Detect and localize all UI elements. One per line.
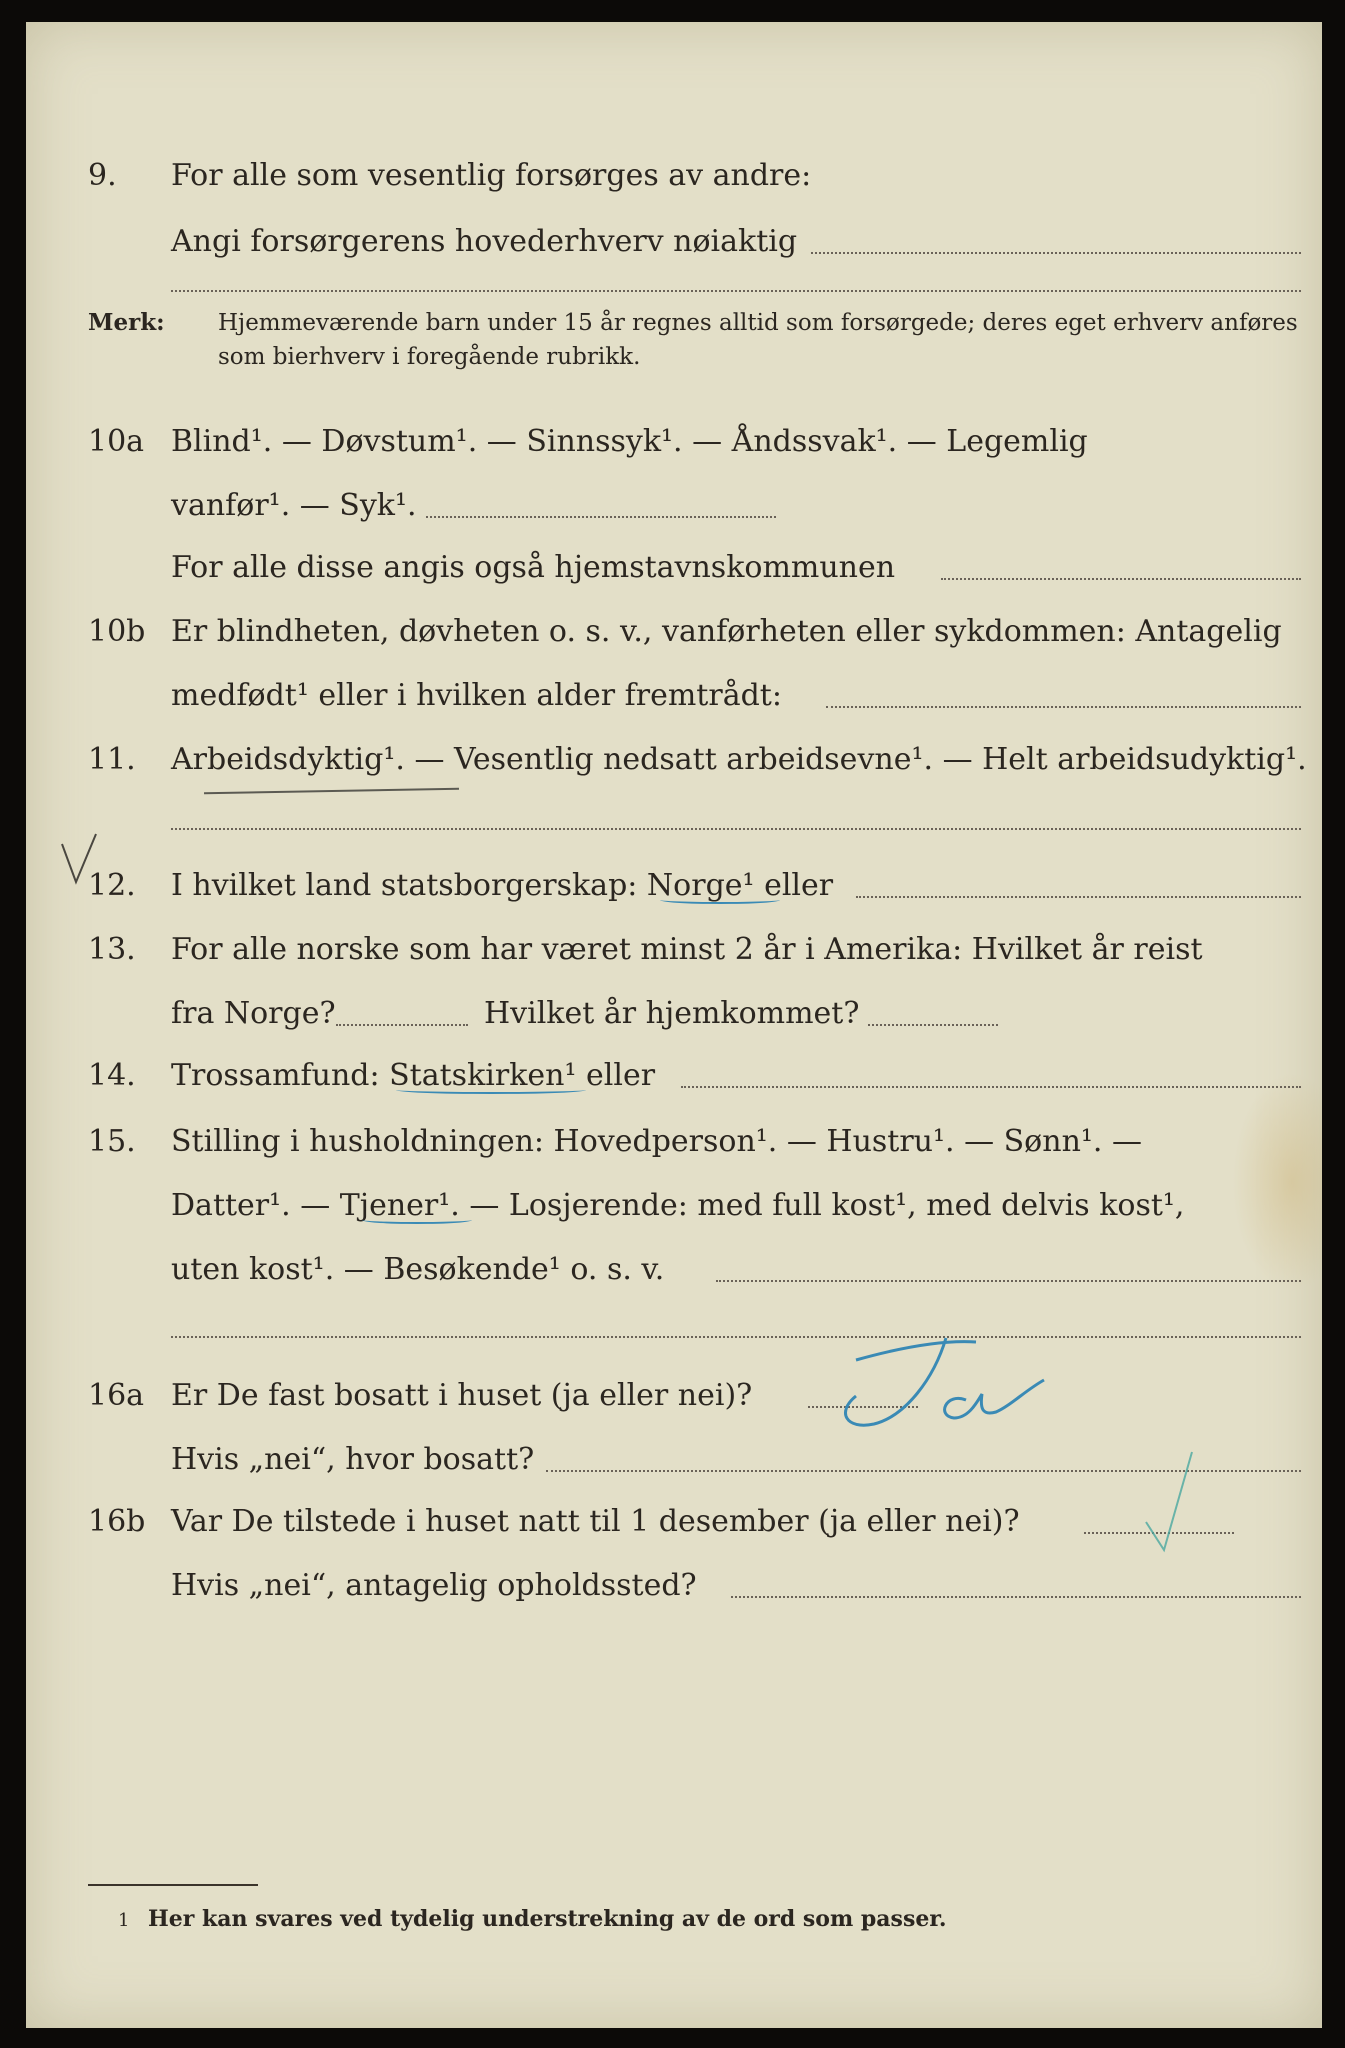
merk-label: Merk: [88,309,165,336]
q9-row [26,152,1322,200]
q15-line2-row [26,1182,1322,1230]
q16b-number: 16b [88,1504,146,1539]
q16a-where-label: Hvis „nei“, hvor bosatt? [171,1442,535,1477]
census-form-page [26,22,1322,2028]
q13-departure-label: fra Norge? [171,996,336,1031]
q16a-where-field[interactable] [546,1470,1301,1472]
q12-answer-field[interactable] [856,896,1301,898]
q13-number: 13. [88,932,136,967]
q16b-row [26,1498,1322,1546]
q15-row [26,1118,1322,1166]
q9-answer-field-2[interactable] [171,290,1301,292]
q16a-row [26,1372,1322,1420]
q15-underline-tjener [362,1216,472,1224]
q11-answer-field[interactable] [171,828,1301,830]
q15-line3-row [26,1246,1322,1294]
q10b-question: Er blindheten, døvheten o. s. v., vanførheten eller sykdommen: Antagelig [171,614,1282,649]
q13-departure-field[interactable] [336,1024,468,1026]
q10b-row [26,608,1322,656]
q10b-number: 10b [88,614,146,649]
q14-number: 14. [88,1058,136,1093]
q15-options-3: uten kost¹. — Besøkende¹ o. s. v. [171,1252,665,1287]
q16b-whereabouts-label: Hvis „nei“, antagelig opholdssted? [171,1568,697,1603]
footnote-rule [88,1884,258,1886]
q10a-home-municipality-label: For alle disse angis også hjemstavnskommunen [171,550,896,585]
q15-question: Stilling i husholdningen: Hovedperson¹. — Hustru¹. — Sønn¹. — [171,1124,1142,1159]
q15-number: 15. [88,1124,136,1159]
q16b-line2-row [26,1562,1322,1610]
q10a-options: Blind¹. — Døvstum¹. — Sinnssyk¹. — Åndssvak¹. — Legemlig [171,424,1088,459]
q14-answer-field[interactable] [681,1086,1301,1088]
q16b-question: Var De tilstede i huset natt til 1 desember (ja eller nei)? [171,1504,1020,1539]
q13-line2-row [26,990,1322,1038]
q15-answer-field-2[interactable] [171,1336,1301,1338]
q16b-whereabouts-field[interactable] [731,1596,1301,1598]
q16b-answer-field[interactable] [1084,1532,1234,1534]
q14-underline-statskirken [396,1086,586,1094]
footnote-number: 1 [118,1910,130,1931]
q13-question: For alle norske som har været minst 2 år i Amerika: Hvilket år reist [171,932,1203,967]
q10b-question-2: medfødt¹ eller i hvilken alder fremtrådt: [171,678,782,713]
q12-number: 12. [88,868,136,903]
q16a-number: 16a [88,1378,145,1413]
q13-return-label: Hvilket år hjemkommet? [484,996,860,1031]
q10a-answer-field[interactable] [426,516,776,518]
footnote-text: Her kan svares ved tydelig understrekning av de ord som passer. [148,1906,947,1932]
q11-row [26,736,1322,784]
q9-line2-row [26,218,1322,266]
q10a-options-2: vanfør¹. — Syk¹. [171,488,417,523]
q16a-line2-row [26,1436,1322,1484]
q15-options-2: Datter¹. — Tjener¹. — Losjerende: med full kost¹, med delvis kost¹, [171,1188,1185,1223]
q11-pencil-underline [204,788,459,794]
q9-subquestion: Angi forsørgerens hovederhverv nøiaktig [171,224,798,259]
q10a-number: 10a [88,424,145,459]
q10b-line2-row [26,672,1322,720]
q9-number: 9. [88,158,117,193]
merk-note: Hjemmeværende barn under 15 år regnes alltid som forsørgede; deres eget erhverv anføres som bierhverv i foregående rubrikk. [218,310,1298,370]
q12-question: I hvilket land statsborgerskap: Norge¹ eller [171,868,834,903]
q14-question: Trossamfund: Statskirken¹ eller [171,1058,656,1093]
q13-row [26,926,1322,974]
q16a-answer-field[interactable] [808,1406,918,1408]
q10a-row [26,418,1322,466]
q10a-line2-row [26,482,1322,530]
q15-answer-field[interactable] [716,1280,1301,1282]
q13-return-field[interactable] [868,1024,998,1026]
q14-row [26,1052,1322,1100]
q10a-home-municipality-field[interactable] [941,578,1301,580]
q16a-question: Er De fast bosatt i huset (ja eller nei)? [171,1378,753,1413]
q12-row [26,862,1322,910]
q10b-answer-field[interactable] [826,706,1301,708]
q10a-line3-row [26,544,1322,592]
q12-underline-norge [660,896,780,904]
q11-options: Arbeidsdyktig¹. — Vesentlig nedsatt arbeidsevne¹. — Helt arbeidsudyktig¹. [171,742,1307,777]
q9-answer-field[interactable] [811,252,1301,254]
q11-number: 11. [88,742,136,777]
q9-question: For alle som vesentlig forsørges av andre: [171,158,812,193]
